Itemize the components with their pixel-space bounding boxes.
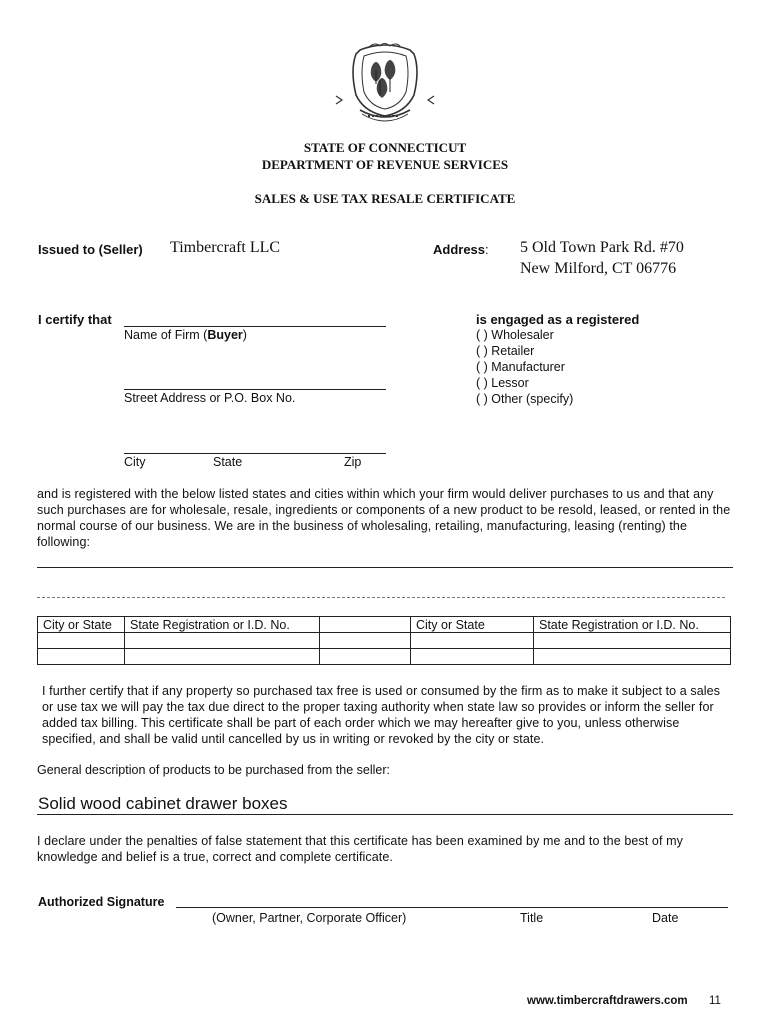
page-number: 11 bbox=[709, 995, 721, 1007]
registration-type-heading: is engaged as a registered bbox=[476, 312, 640, 327]
street-address-caption: Street Address or P.O. Box No. bbox=[124, 391, 296, 405]
city-state-zip-field[interactable] bbox=[124, 453, 386, 454]
table-row bbox=[38, 633, 731, 649]
address-label: Address: bbox=[433, 242, 489, 257]
table-cell[interactable] bbox=[534, 633, 731, 649]
table-cell[interactable] bbox=[320, 649, 411, 665]
header-city-or-state: City or State bbox=[38, 617, 125, 633]
street-address-field[interactable] bbox=[124, 389, 386, 390]
products-underline bbox=[37, 814, 733, 815]
header-city-or-state-2: City or State bbox=[411, 617, 534, 633]
tax-liability-statement: I further certify that if any property so purchased tax free is used or consumed by the firm as to make it subject to a sales or use tax we will pay the tax due direct to the proper taxing authority when state law so provides or inform the seller for added tax billing. This certificate shall be part of each order which we may hereafter give to you, unless otherwise specified, and shall be valid until cancelled by us in writing or revoked by the city or state. bbox=[42, 684, 721, 746]
owner-caption: (Owner, Partner, Corporate Officer) bbox=[212, 911, 407, 925]
seller-name[interactable]: Timbercraft LLC bbox=[170, 239, 281, 256]
date-caption: Date bbox=[652, 911, 679, 925]
option-other[interactable]: ( ) Other (specify) bbox=[476, 392, 574, 406]
option-manufacturer[interactable]: ( ) Manufacturer bbox=[476, 360, 565, 374]
table-cell[interactable] bbox=[411, 633, 534, 649]
header-blank bbox=[320, 617, 411, 633]
table-cell[interactable] bbox=[125, 633, 320, 649]
department-heading: DEPARTMENT OF REVENUE SERVICES bbox=[261, 157, 509, 172]
certify-label: I certify that bbox=[38, 312, 112, 327]
title-caption: Title bbox=[520, 911, 544, 925]
table-cell[interactable] bbox=[534, 649, 731, 665]
table-cell[interactable] bbox=[38, 633, 125, 649]
seller-address-line1[interactable]: 5 Old Town Park Rd. #70 bbox=[520, 239, 684, 256]
business-description-field[interactable] bbox=[37, 567, 733, 568]
registration-table bbox=[37, 616, 731, 665]
option-wholesaler[interactable]: ( ) Wholesaler bbox=[476, 328, 554, 342]
state-caption: State bbox=[213, 455, 243, 469]
table-cell[interactable] bbox=[320, 633, 411, 649]
seller-address-line2[interactable]: New Milford, CT 06776 bbox=[520, 260, 677, 277]
table-header-row bbox=[38, 617, 731, 633]
table-cell[interactable] bbox=[38, 649, 125, 665]
table-cell[interactable] bbox=[411, 649, 534, 665]
firm-name-caption: Name of Firm (Buyer) bbox=[124, 328, 247, 342]
signature-field[interactable] bbox=[176, 907, 728, 908]
form-title: SALES & USE TAX RESALE CERTIFICATE bbox=[254, 191, 516, 206]
products-label: General description of products to be purchased from the seller: bbox=[37, 763, 390, 777]
state-heading: STATE OF CONNECTICUT bbox=[303, 140, 467, 155]
signature-label: Authorized Signature bbox=[38, 895, 165, 909]
firm-name-field[interactable] bbox=[124, 326, 386, 327]
option-retailer[interactable]: ( ) Retailer bbox=[476, 344, 535, 358]
option-lessor[interactable]: ( ) Lessor bbox=[476, 376, 529, 390]
header-registration-id-2: State Registration or I.D. No. bbox=[534, 617, 731, 633]
table-cell[interactable] bbox=[125, 649, 320, 665]
header-registration-id: State Registration or I.D. No. bbox=[125, 617, 320, 633]
table-row bbox=[38, 649, 731, 665]
city-caption: City bbox=[124, 455, 146, 469]
products-description[interactable]: Solid wood cabinet drawer boxes bbox=[38, 794, 288, 813]
business-statement: and is registered with the below listed states and cities within which your firm would deliver purchases to us and that any such purchases are for wholesale, resale, ingredients or components of a new product to be resold, leased, or rented in the normal course of our business. We are in the business of wholesaling, retailing, manufacturing, leasing (renting) the following: bbox=[37, 487, 731, 549]
issued-to-label: Issued to (Seller) bbox=[38, 242, 143, 257]
declaration-statement: I declare under the penalties of false statement that this certificate has been examined by me and to the best of my knowledge and belief is a true, correct and complete certificate. bbox=[37, 834, 683, 864]
zip-caption: Zip bbox=[344, 455, 362, 469]
footer-url[interactable]: www.timbercraftdrawers.com bbox=[527, 995, 688, 1007]
state-seal-icon bbox=[330, 40, 440, 132]
divider bbox=[37, 597, 725, 598]
